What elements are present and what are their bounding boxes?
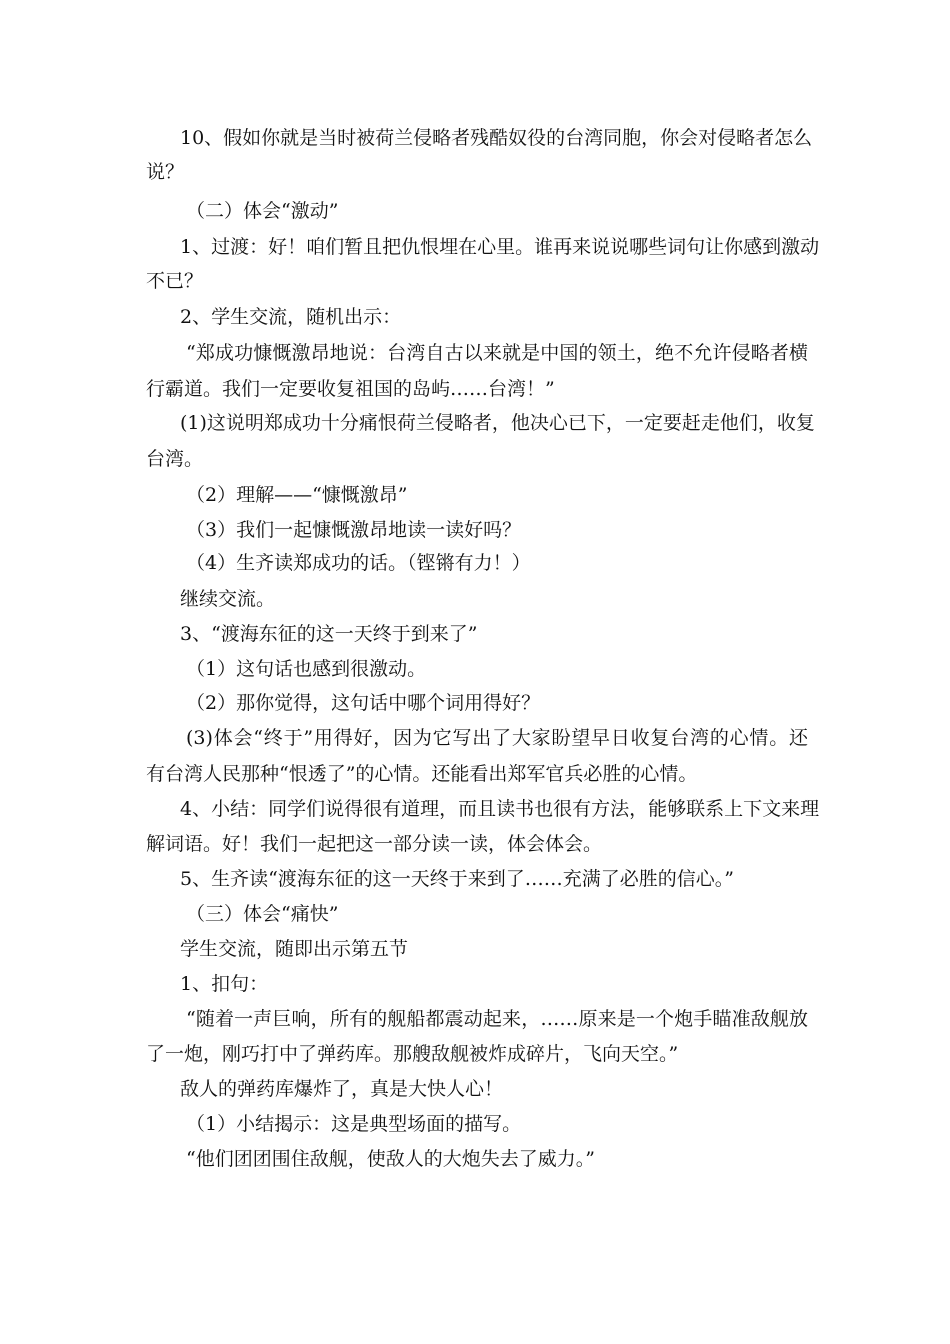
quote-line: “他们团团围住敌舰，使敌人的大炮失去了威力。”: [186, 1148, 595, 1170]
text-line: 说？: [146, 161, 185, 183]
text-line: （1）这句话也感到很激动。: [186, 658, 427, 680]
text-line: （4）生齐读郑成功的话。（铿锵有力！）: [186, 552, 531, 574]
text-line: 1、过渡：好！咱们暂且把仇恨埋在心里。谁再来说说哪些词句让你感到激动: [180, 236, 820, 258]
text-line: 2、学生交流，随机出示：: [180, 306, 402, 328]
text-line: 解词语。好！我们一起把这一部分读一读，体会体会。: [146, 833, 603, 855]
section-heading: （二）体会“激动”: [186, 200, 339, 222]
text-line: （2）那你觉得，这句话中哪个词用得好？: [186, 692, 541, 714]
text-line: 有台湾人民那种“恨透了”的心情。还能看出郑军官兵必胜的心情。: [146, 763, 698, 785]
text-line: 10、假如你就是当时被荷兰侵略者残酷奴役的台湾同胞，你会对侵略者怎么: [180, 127, 813, 149]
text-line: 1、扣句：: [180, 973, 269, 995]
quote-line: “随着一声巨响，所有的舰船都震动起来，……原来是一个炮手瞄准敌舰放: [186, 1008, 808, 1030]
text-line: 5、生齐读“渡海东征的这一天终于来到了……充满了必胜的信心。”: [180, 868, 735, 890]
text-line: （1）小结揭示：这是典型场面的描写。: [186, 1113, 522, 1135]
text-line: 继续交流。: [180, 588, 276, 610]
text-line: (3)体会“终于”用得好，因为它写出了大家盼望早日收复台湾的心情。还: [186, 727, 808, 749]
text-line: 4、小结：同学们说得很有道理，而且读书也很有方法，能够联系上下文来理: [180, 798, 820, 820]
text-line: 台湾。: [146, 448, 204, 470]
text-line: （3）我们一起慷慨激昂地读一读好吗？: [186, 519, 522, 541]
text-line: 3、“渡海东征的这一天终于到来了”: [180, 623, 478, 645]
quote-line: “郑成功慷慨激昂地说：台湾自古以来就是中国的领土，绝不允许侵略者横: [186, 342, 808, 364]
text-line: （2）理解——“慷慨激昂”: [186, 484, 408, 506]
quote-line: 行霸道。我们一定要收复祖国的岛屿……台湾！”: [146, 378, 555, 400]
quote-line: 了一炮，刚巧打中了弹药库。那艘敌舰被炸成碎片，飞向天空。”: [146, 1043, 679, 1065]
text-line: 敌人的弹药库爆炸了，真是大快人心！: [180, 1078, 504, 1100]
text-line: 学生交流，随即出示第五节: [180, 938, 409, 960]
text-line: 不已？: [146, 270, 204, 292]
text-line: (1)这说明郑成功十分痛恨荷兰侵略者，他决心已下，一定要赶走他们，收复: [180, 412, 815, 434]
section-heading: （三）体会“痛快”: [186, 903, 339, 925]
